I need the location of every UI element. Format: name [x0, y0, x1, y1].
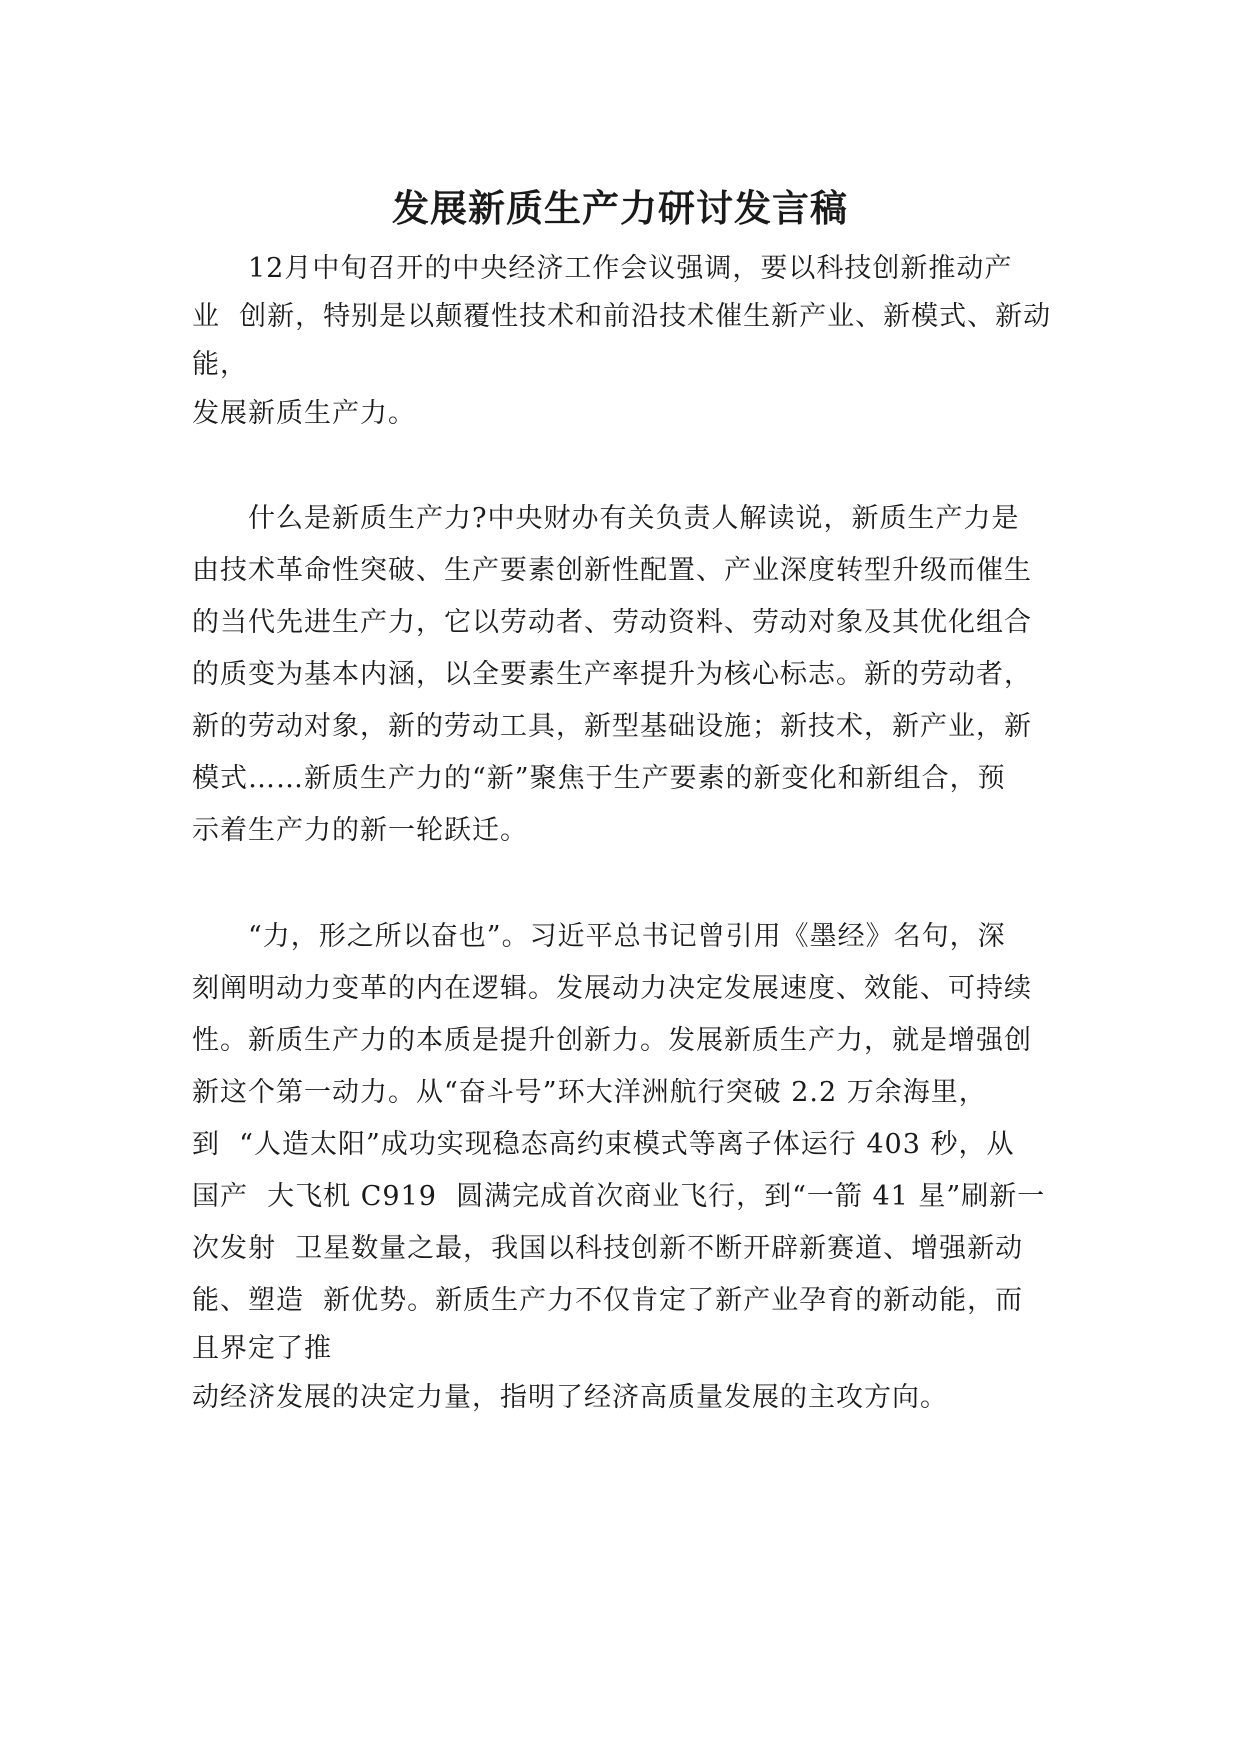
- paragraph-3-line-1: “力，形之所以奋也”。习近平总书记曾引用《墨经》名句，深: [192, 921, 1006, 952]
- paragraph-2-line-7: 示着生产力的新一轮跃迁。: [192, 815, 528, 846]
- paragraph-2-line-1: 什么是新质生产力?中央财办有关负责人解读说，新质生产力是: [192, 503, 1020, 534]
- paragraph-3-line-5: 到 “人造太阳”成功实现稳态高约束模式等离子体运行 403 秒，从: [192, 1129, 1015, 1160]
- paragraph-3-line-3: 性。新质生产力的本质是提升创新力。发展新质生产力，就是增强创: [192, 1025, 1032, 1056]
- paragraph-3-line-7: 次发射 卫星数量之最，我国以科技创新不断开辟新赛道、增强新动: [192, 1233, 1024, 1264]
- paragraph-1-line-4: 发展新质生产力。: [192, 398, 416, 429]
- paragraph-3-line-2: 刻阐明动力变革的内在逻辑。发展动力决定发展速度、效能、可持续: [192, 973, 1032, 1004]
- paragraph-3-line-9: 且界定了推: [192, 1333, 332, 1364]
- paragraph-3-line-8: 能、塑造 新优势。新质生产力不仅肯定了新产业孕育的新动能，而: [192, 1285, 1024, 1316]
- paragraph-2-line-4: 的质变为基本内涵，以全要素生产率提升为核心标志。新的劳动者，: [192, 659, 1032, 690]
- paragraph-2-line-5: 新的劳动对象，新的劳动工具，新型基础设施；新技术，新产业，新: [192, 711, 1032, 742]
- document-title: 发展新质生产力研讨发言稿: [392, 186, 848, 230]
- paragraph-1-line-2: 业 创新，特别是以颠覆性技术和前沿技术催生新产业、新模式、新动: [192, 301, 1052, 332]
- paragraph-1-line-3: 能，: [192, 349, 248, 380]
- paragraph-3-line-4: 新这个第一动力。从“奋斗号”环大洋洲航行突破 2.2 万余海里，: [192, 1077, 987, 1108]
- paragraph-1-line-1: 12月中旬召开的中央经济工作会议强调，要以科技创新推动产: [192, 253, 1013, 284]
- paragraph-2-line-6: 模式……新质生产力的“新”聚焦于生产要素的新变化和新组合，预: [192, 763, 1006, 794]
- paragraph-2-line-3: 的当代先进生产力，它以劳动者、劳动资料、劳动对象及其优化组合: [192, 607, 1032, 638]
- paragraph-2-line-2: 由技术革命性突破、生产要素创新性配置、产业深度转型升级而催生: [192, 555, 1032, 586]
- paragraph-3-line-6: 国产 大飞机 C919 圆满完成首次商业飞行，到“一箭 41 星”刷新一: [192, 1181, 1046, 1212]
- paragraph-3-line-10: 动经济发展的决定力量，指明了经济高质量发展的主攻方向。: [192, 1382, 948, 1413]
